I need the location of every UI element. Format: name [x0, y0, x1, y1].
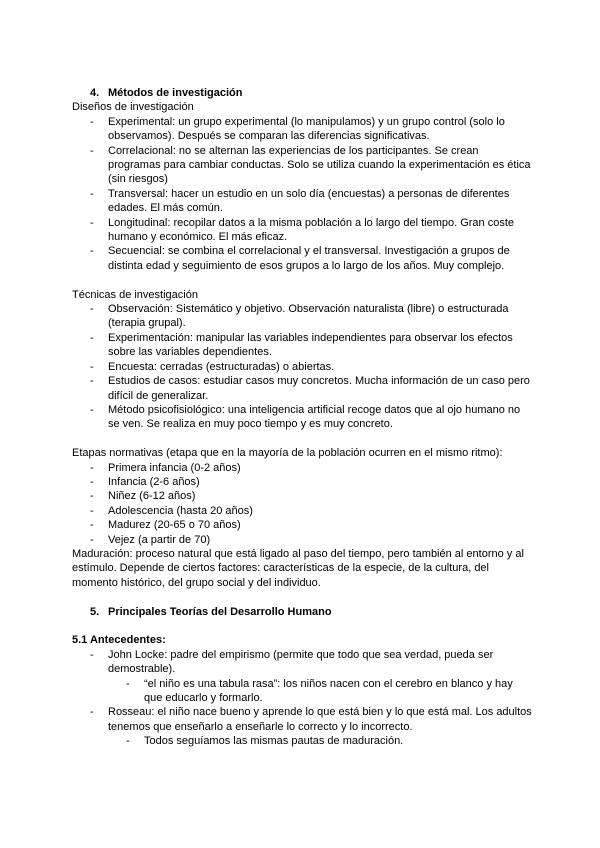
rosseau-text: Rosseau: el niño nace bueno y aprende lo que está bien y lo que está mal. Los adultos tenemos que enseñarlo a enseñarle lo correcto y lo incorrecto.: [108, 706, 532, 733]
list-item: - Primera infancia (0-2 años): [72, 461, 532, 475]
section-5-number: 5.: [90, 605, 100, 618]
spacer: [72, 273, 532, 287]
stages-list: [72, 461, 532, 547]
list-item: - Experimentación: manipular las variables independientes para observar los efectos sobre las variables dependientes.: [72, 331, 532, 360]
maturation-paragraph: Maduración: proceso natural que está ligado al paso del tiempo, pero también al entorno y al estímulo. Depende de ciertos factores: características de la especie, de la cultura, del momento histórico, del grupo social y del individuo.: [72, 547, 524, 589]
list-item: - Todos seguíamos las mismas pautas de maduración.: [108, 734, 532, 748]
locke-text: John Locke: padre del empirismo (permite que todo que sea verdad, pueda ser demostrable).: [108, 648, 494, 676]
list-item: - Infancia (2-6 años): [72, 475, 532, 489]
list-item: - Correlacional: no se alternan las experiencias de los participantes. Se crean programas para cambiar conductas. Solo se utiliza cuando la experimentación es ética (sin riesgos): [72, 144, 532, 187]
list-item: - “el niño es una tabula rasa”: los niños nacen con el cerebro en blanco y hay que educarlo y formarlo.: [108, 677, 532, 706]
spacer: [72, 590, 532, 604]
list-item: - Estudios de casos: estudiar casos muy concretos. Mucha información de un caso pero difícil de generalizar.: [72, 374, 532, 403]
list-item: - Longitudinal: recopilar datos a la misma población a lo largo del tiempo. Gran coste humano y económico. El más eficaz.: [72, 216, 532, 245]
section-4-title: Métodos de investigación: [108, 87, 243, 99]
section-5-title: Principales Teorías del Desarrollo Humano: [108, 605, 332, 618]
list-item: - Transversal: hacer un estudio en un solo día (encuestas) a personas de diferentes edades. El más común.: [72, 187, 532, 216]
spacer: [72, 432, 532, 446]
list-item: - Niñez (6-12 años): [72, 489, 532, 503]
section-5-heading: [72, 605, 532, 619]
designs-list: [72, 115, 532, 273]
list-item-rosseau: [72, 705, 532, 748]
antecedents-list: [72, 648, 532, 749]
list-item: - Adolescencia (hasta 20 años): [72, 504, 532, 518]
list-item-locke: [72, 648, 532, 706]
list-item: - Madurez (20-65 o 70 años): [72, 518, 532, 532]
list-item: - Vejez (a partir de 70): [72, 533, 532, 547]
section-4-heading: [72, 86, 532, 100]
techniques-list: [72, 302, 532, 432]
rosseau-sublist: [108, 734, 532, 748]
list-item: - Observación: Sistemático y objetivo. Observación naturalista (libre) o estructurada (terapia grupal).: [72, 302, 532, 331]
list-item: - Encuesta: cerradas (estructuradas) o abiertas.: [72, 360, 532, 374]
locke-sublist: [108, 677, 532, 706]
list-item: - Experimental: un grupo experimental (lo manipulamos) y un grupo control (solo lo observamos). Después se comparan las diferencias significativas.: [72, 115, 532, 144]
list-item: - Secuencial: se combina el correlacional y el transversal. Investigación a grupos de distinta edad y seguimiento de esos grupos a lo largo de los años. Muy complejo.: [72, 244, 532, 273]
section-4-number: 4.: [90, 87, 100, 99]
spacer: [72, 619, 532, 633]
designs-heading: Diseños de investigación: [72, 101, 194, 114]
list-item: - Método psicofisiológico: una inteligencia artificial recoge datos que al ojo humano no se ven. Se realiza en muy poco tiempo y es muy concreto.: [72, 403, 532, 432]
subsection-5-1-title: 5.1 Antecedentes:: [72, 634, 166, 647]
techniques-heading: Técnicas de investigación: [72, 288, 198, 301]
stages-heading: Etapas normativas (etapa que en la mayoría de la población ocurren en el mismo ritmo):: [72, 447, 503, 460]
document-page: [72, 86, 532, 749]
